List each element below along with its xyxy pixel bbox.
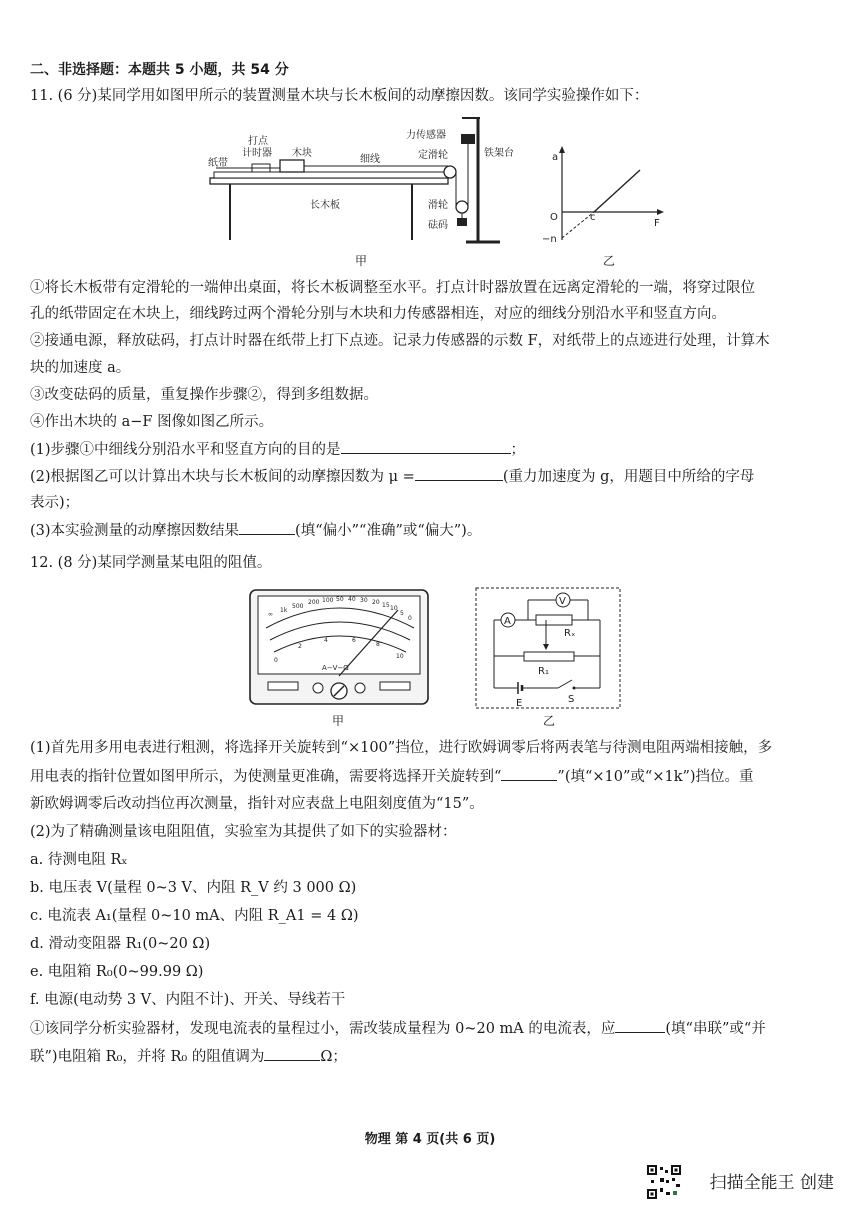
q11-sub1-text: (1)步骤①中细线分别沿水平和竖直方向的目的是	[30, 442, 341, 458]
rheostat-r1	[524, 652, 574, 661]
q11-sub2	[30, 466, 832, 487]
ammeter-label: A	[504, 616, 511, 627]
scale-200: 200	[308, 599, 320, 606]
q11-sub3-blank[interactable]	[239, 520, 295, 535]
q11-fig-yi-caption: 乙	[603, 254, 616, 268]
label-timer-1: 打点	[248, 136, 268, 147]
label-block: 木块	[292, 148, 312, 159]
label-fixed-pulley: 定滑轮	[418, 150, 448, 161]
q11-sub2-line2: 表示)；	[30, 495, 80, 511]
rx-label: Rₓ	[564, 628, 576, 639]
q11-step-4: ④作出木块的 a−F 图像如图乙所示。	[30, 414, 274, 430]
q11-step-1b: 孔的纸带固定在木块上，细线跨过两个滑轮分别与木块和力传感器相连，对应的细线分别沿水平和竖直方向。	[30, 306, 726, 322]
q11-step-2b: 块的加速度 a。	[30, 360, 131, 376]
q12-stem: 12. (8 分)某同学测量某电阻的阻值。	[30, 555, 272, 571]
axis-F: F	[654, 218, 660, 229]
vscale-2: 2	[298, 643, 302, 650]
switch-label: S	[568, 694, 575, 705]
q12-item-d: d. 滑动变阻器 R₁(0~20 Ω)	[30, 936, 211, 952]
voltmeter-label: V	[559, 596, 566, 607]
vscale-4: 4	[324, 637, 328, 644]
table-top	[210, 178, 448, 184]
q11-sub3	[30, 520, 832, 541]
q12-p1-l2	[30, 766, 832, 787]
q12-p3-l1a: ①该同学分析实验器材，发现电流表的量程过小，需改装成量程为 0~20 mA 的电流表，应	[30, 1021, 616, 1037]
q12-fig-jia-caption: 甲	[332, 714, 345, 728]
q11-sub2-blank[interactable]	[415, 466, 503, 481]
q12-p3-l2b: Ω；	[320, 1049, 347, 1065]
q11-step-1a: ①将长木板带有定滑轮的一端伸出桌面，将长木板调整至水平。打点计时器放置在远离定滑轮的一端，将穿过限位	[30, 280, 755, 296]
q11-sub2-tail: (重力加速度为 g，用题目中所给的字母	[502, 469, 755, 485]
label-thread: 细线	[360, 154, 380, 165]
scale-20: 20	[372, 599, 380, 606]
q11-step-2a: ②接通电源，释放砝码，打点计时器在纸带上打下点迹。记录力传感器的示数 F，对纸带上的点迹进行处理，计算木	[30, 333, 770, 349]
label-timer-2: 计时器	[242, 148, 272, 159]
scale-500: 500	[292, 603, 304, 610]
label-c: c	[590, 212, 596, 223]
label-pulley: 滑轮	[428, 200, 448, 211]
q11-sub2-text: (2)根据图乙可以计算出木块与长木板间的动摩擦因数为 μ =	[30, 469, 415, 485]
q12-item-e: e. 电阻箱 R₀(0~99.99 Ω)	[30, 964, 204, 980]
origin-O: O	[550, 212, 558, 223]
qr-code-icon	[646, 1164, 682, 1200]
q12-r0-blank[interactable]	[264, 1046, 320, 1061]
resistor-rx	[536, 615, 572, 625]
q12-p2: (2)为了精确测量该电阻阻值，实验室为其提供了如下的实验器材：	[30, 824, 457, 840]
meter-mode-label: A−V−Ω	[322, 664, 349, 672]
q12-p3-l2a: 联”)电阻箱 R₀，并将 R₀ 的阻值调为	[30, 1049, 265, 1065]
q11-aF-graph	[540, 140, 670, 248]
scale-1k: 1k	[280, 607, 288, 614]
battery-label: E	[516, 698, 523, 709]
q11-sub1-blank[interactable]	[341, 439, 511, 454]
q11-sub3-text: (3)本实验测量的动摩擦因数结果	[30, 523, 240, 539]
scale-inf: ∞	[268, 611, 273, 618]
vscale-0: 0	[274, 657, 278, 664]
movable-pulley	[456, 201, 468, 213]
q11-apparatus-figure	[200, 112, 514, 252]
vscale-10: 10	[396, 653, 404, 660]
label-force-sensor: 力传感器	[406, 130, 446, 141]
q12-fig-yi-caption: 乙	[543, 714, 556, 728]
axis-a: a	[552, 152, 559, 163]
q11-sub1	[30, 439, 832, 460]
q11-sub3-tail: (填“偏小”“准确”或“偏大”)。	[295, 523, 482, 539]
q12-item-b: b. 电压表 V(量程 0~3 V、内阻 R_V 约 3 000 Ω)	[30, 880, 357, 896]
q12-circuit-figure	[474, 586, 622, 710]
label-board: 长木板	[310, 200, 340, 211]
scale-50: 50	[336, 596, 344, 603]
weight	[457, 218, 467, 226]
q12-range-blank[interactable]	[501, 766, 557, 781]
q12-p3-l1b: (填“串联”或“并	[665, 1021, 766, 1037]
fixed-pulley	[444, 166, 456, 178]
q12-p1-l3: 新欧姆调零后改动挡位再次测量，指针对应表盘上电阻刻度值为“15”。	[30, 796, 484, 812]
q11-stem: 11. (6 分)某同学用如图甲所示的装置测量木块与长木板间的动摩擦因数。该同学实验操作如下：	[30, 88, 649, 104]
page-footer: 物理 第 4 页(共 6 页)	[364, 1132, 496, 1147]
q12-p3-l1	[30, 1018, 832, 1039]
q12-connect-blank[interactable]	[615, 1018, 665, 1033]
long-board	[214, 172, 448, 178]
scale-100: 100	[322, 597, 334, 604]
vscale-8: 8	[376, 641, 380, 648]
r1-label: R₁	[538, 666, 549, 677]
q12-p3-l2	[30, 1046, 832, 1067]
q12-multimeter-figure	[248, 588, 430, 708]
q11-sub1-end: ；	[510, 442, 526, 458]
q12-p1-l2b: ”(填“×10”或“×1k”)挡位。重	[557, 769, 754, 785]
scale-0: 0	[408, 615, 412, 622]
q12-item-c: c. 电流表 A₁(量程 0~10 mA、内阻 R_A1 = 4 Ω)	[30, 908, 359, 924]
scale-30: 30	[360, 597, 368, 604]
label-stand: 铁架台	[484, 148, 514, 159]
label-paper-tape: 纸带	[208, 158, 228, 169]
q12-item-a: a. 待测电阻 Rₓ	[30, 852, 128, 868]
label-weight: 砝码	[428, 220, 448, 231]
vscale-6: 6	[352, 637, 356, 644]
q12-item-f: f. 电源(电动势 3 V、内阻不计)、开关、导线若干	[30, 992, 346, 1008]
scale-40: 40	[348, 596, 356, 603]
section-heading: 二、非选择题：本题共 5 小题，共 54 分	[30, 62, 289, 78]
scale-5: 5	[400, 610, 404, 617]
q11-fig-jia-caption: 甲	[355, 254, 368, 268]
scale-10: 10	[390, 605, 398, 612]
graph-line	[594, 170, 640, 212]
watermark-text: 扫描全能王 创建	[709, 1173, 834, 1193]
force-sensor	[461, 134, 475, 144]
q11-step-3: ③改变砝码的质量，重复操作步骤②，得到多组数据。	[30, 387, 378, 403]
q12-p1-l2a: 用电表的指针位置如图甲所示，为使测量更准确，需要将选择开关旋转到“	[30, 769, 502, 785]
wood-block	[280, 160, 304, 172]
label-neg-n: −n	[542, 234, 557, 245]
q12-p1-l1: (1)首先用多用电表进行粗测，将选择开关旋转到“×100”挡位，进行欧姆调零后将两表笔与待测电阻两端相接触，多	[30, 740, 773, 756]
scale-15: 15	[382, 602, 390, 609]
